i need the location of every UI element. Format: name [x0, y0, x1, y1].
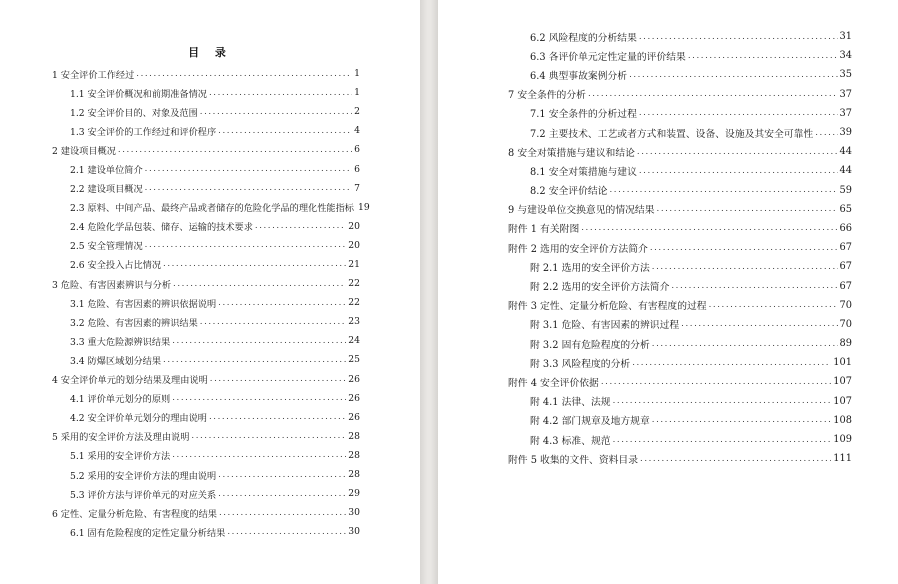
toc-entry-page: 44: [839, 146, 852, 158]
toc-entry-title: 附件 1 有关附图: [508, 224, 580, 236]
toc-entry-title: 附件 4 安全评价依据: [508, 377, 599, 389]
toc-title: 目 录: [188, 46, 232, 59]
toc-entry[interactable]: [438, 65, 898, 84]
toc-leader-dots: [218, 298, 346, 308]
toc-leader-dots: [219, 508, 346, 518]
toc-entry[interactable]: [0, 236, 420, 255]
toc-leader-dots: [209, 412, 346, 422]
toc-entry[interactable]: [438, 257, 898, 276]
toc-entry-title: 2.4 危险化学品包装、储存、运输的技术要求: [70, 222, 253, 234]
toc-entry[interactable]: [0, 522, 420, 541]
toc-entry-title: 9 与建设单位交换意见的情况结果: [508, 205, 655, 217]
toc-entry-title: 5.3 评价方法与评价单元的对应关系: [70, 489, 217, 501]
toc-entry-title: 5.1 采用的安全评价方法: [70, 451, 171, 463]
toc-list-right: [438, 27, 898, 468]
toc-leader-dots: [601, 377, 831, 387]
toc-entry-title: 4 安全评价单元的划分结果及理由说明: [52, 375, 208, 387]
toc-leader-dots: [191, 431, 346, 441]
toc-leader-dots: [200, 107, 352, 117]
toc-entry[interactable]: [438, 411, 898, 430]
toc-entry-title: 附 2.1 选用的安全评价方法: [530, 262, 650, 274]
toc-entry[interactable]: [438, 238, 898, 257]
toc-entry-title: 6 定性、定量分析危险、有害程度的结果: [52, 508, 217, 520]
toc-leader-dots: [652, 415, 832, 425]
toc-leader-dots: [613, 435, 832, 445]
toc-entry-title: 2.1 建设单位简介: [70, 165, 143, 177]
toc-entry-page: 31: [839, 31, 852, 43]
toc-entry-title: 4.1 评价单元划分的原则: [70, 394, 171, 406]
toc-list-left: [0, 64, 420, 541]
toc-entry-page: 37: [839, 107, 852, 119]
toc-entry[interactable]: [438, 315, 898, 334]
toc-entry-title: 7.2 主要技术、工艺或者方式和装置、设备、设施及其安全可靠性: [530, 128, 814, 140]
toc-entry-page: 22: [348, 297, 360, 309]
toc-entry-page: 2: [354, 106, 360, 118]
toc-entry-title: 3.1 危险、有害因素的辨识依据说明: [70, 298, 217, 310]
toc-entry[interactable]: [0, 159, 420, 178]
toc-entry-page: 25: [348, 354, 360, 366]
toc-entry[interactable]: [0, 484, 420, 503]
toc-entry-page: 66: [839, 222, 852, 234]
toc-leader-dots: [613, 396, 832, 406]
toc-leader-dots: [681, 319, 837, 329]
toc-entry[interactable]: [0, 217, 420, 236]
toc-entry[interactable]: [438, 27, 898, 46]
toc-entry[interactable]: [438, 449, 898, 468]
toc-entry-title: 附 3.1 危险、有害因素的辨识过程: [530, 320, 680, 332]
toc-entry-title: 3.4 防爆区域划分结果: [70, 355, 162, 367]
toc-entry-page: 111: [833, 453, 852, 465]
toc-leader-dots: [609, 185, 837, 195]
toc-entry[interactable]: [0, 465, 420, 484]
toc-entry[interactable]: [438, 219, 898, 238]
toc-entry-page: 107: [833, 395, 852, 407]
toc-entry-title: 6.3 各评价单元定性定量的评价结果: [530, 51, 686, 63]
toc-leader-dots: [640, 454, 831, 464]
toc-leader-dots: [172, 336, 346, 346]
toc-entry-page: 65: [839, 203, 852, 215]
toc-leader-dots: [639, 166, 838, 176]
toc-entry-page: 35: [839, 69, 852, 81]
toc-leader-dots: [145, 240, 347, 250]
toc-entry-title: 7.1 安全条件的分析过程: [530, 109, 637, 121]
toc-entry[interactable]: [0, 408, 420, 427]
toc-page-left: [0, 0, 420, 584]
toc-entry[interactable]: [0, 198, 420, 217]
toc-entry-page: 70: [839, 318, 852, 330]
toc-entry[interactable]: [438, 142, 898, 161]
toc-entry[interactable]: [438, 430, 898, 449]
toc-entry-title: 2.3 原料、中间产品、最终产品或者储存的危险化学品的理化性能指标: [70, 203, 354, 215]
toc-leader-dots: [652, 262, 838, 272]
toc-entry[interactable]: [438, 353, 898, 372]
toc-page-right: [438, 0, 898, 584]
toc-leader-dots: [588, 89, 838, 99]
toc-entry-title: 2.6 安全投入占比情况: [70, 260, 162, 272]
toc-leader-dots: [118, 145, 352, 155]
toc-entry[interactable]: [438, 200, 898, 219]
toc-entry-title: 附件 2 选用的安全评价方法简介: [508, 243, 648, 255]
toc-leader-dots: [227, 527, 346, 537]
toc-entry-title: 8.1 安全对策措施与建议: [530, 166, 637, 178]
toc-entry-title: 5.2 采用的安全评价方法的理由说明: [70, 470, 217, 482]
toc-entry-page: 67: [839, 280, 852, 292]
toc-entry-page: 30: [348, 526, 360, 538]
toc-entry-page: 34: [839, 50, 852, 62]
toc-entry-page: 39: [839, 127, 852, 139]
toc-leader-dots: [200, 317, 347, 327]
toc-entry-page: 59: [839, 184, 852, 196]
toc-leader-dots: [637, 147, 838, 157]
toc-entry-page: 21: [348, 258, 360, 270]
toc-entry[interactable]: [0, 312, 420, 331]
toc-entry-title: 6.1 固有危险程度的定性定量分析结果: [70, 527, 226, 539]
toc-entry-title: 1 安全评价工作经过: [52, 69, 135, 81]
toc-leader-dots: [639, 32, 838, 42]
toc-entry-page: 20: [348, 239, 360, 251]
toc-entry[interactable]: [0, 331, 420, 350]
toc-entry[interactable]: [0, 179, 420, 198]
toc-entry[interactable]: [0, 140, 420, 159]
toc-entry[interactable]: [0, 350, 420, 369]
toc-entry-page: 6: [354, 144, 360, 156]
toc-entry[interactable]: [438, 46, 898, 65]
toc-entry[interactable]: [438, 276, 898, 295]
toc-leader-dots: [173, 279, 346, 289]
toc-entry[interactable]: [0, 503, 420, 522]
toc-entry[interactable]: [438, 392, 898, 411]
toc-entry-title: 1.1 安全评价概况和前期准备情况: [70, 88, 207, 100]
toc-leader-dots: [255, 221, 346, 231]
toc-entry-title: 附 4.3 标准、规范: [530, 435, 611, 447]
toc-entry-title: 1.2 安全评价目的、对象及范围: [70, 107, 198, 119]
toc-entry-page: 30: [348, 507, 360, 519]
page-gutter: [420, 0, 438, 584]
toc-entry-title: 附件 3 定性、定量分析危险、有害程度的过程: [508, 301, 707, 313]
toc-entry-page: 1: [354, 87, 360, 99]
toc-entry-title: 附 2.2 选用的安全评价方法简介: [530, 282, 670, 294]
toc-entry-page: 28: [348, 449, 360, 461]
toc-entry-page: 109: [833, 434, 852, 446]
toc-entry[interactable]: [0, 83, 420, 102]
toc-entry-page: 23: [348, 316, 360, 328]
toc-entry-title: 附 4.2 部门规章及地方规章: [530, 416, 650, 428]
toc-entry-page: 26: [348, 411, 360, 423]
toc-entry-page: 28: [348, 469, 360, 481]
toc-entry[interactable]: [0, 121, 420, 140]
toc-leader-dots: [163, 355, 346, 365]
toc-entry[interactable]: [0, 102, 420, 121]
toc-entry[interactable]: [438, 104, 898, 123]
toc-entry-title: 2.5 安全管理情况: [70, 241, 143, 253]
toc-entry[interactable]: [0, 64, 420, 83]
toc-leader-dots: [709, 300, 838, 310]
toc-leader-dots: [652, 339, 838, 349]
toc-entry-page: 67: [839, 242, 852, 254]
toc-entry[interactable]: [438, 161, 898, 180]
toc-leader-dots: [688, 51, 838, 61]
toc-entry-page: 4: [354, 125, 360, 137]
toc-entry-title: 3 危险、有害因素辨识与分析: [52, 279, 172, 291]
toc-entry-title: 6.4 典型事故案例分析: [530, 70, 628, 82]
toc-leader-dots: [639, 108, 838, 118]
toc-entry-page: 28: [348, 430, 360, 442]
toc-leader-dots: [145, 183, 352, 193]
toc-entry[interactable]: [438, 296, 898, 315]
toc-entry-page: 44: [839, 165, 852, 177]
toc-entry[interactable]: [438, 334, 898, 353]
toc-entry-page: 20: [348, 220, 360, 232]
toc-entry-page: 1: [354, 68, 360, 80]
toc-entry-page: 37: [839, 88, 852, 100]
toc-entry-title: 8.2 安全评价结论: [530, 186, 608, 198]
toc-entry[interactable]: [0, 370, 420, 389]
toc-entry-page: 70: [839, 299, 852, 311]
toc-entry-title: 2 建设项目概况: [52, 145, 116, 157]
toc-leader-dots: [210, 374, 347, 384]
toc-entry[interactable]: [438, 123, 898, 142]
toc-leader-dots: [218, 489, 346, 499]
toc-entry-title: 6.2 风险程度的分析结果: [530, 32, 637, 44]
toc-entry-title: 3.2 危险、有害因素的辨识结果: [70, 317, 198, 329]
toc-entry-page: 7: [354, 182, 360, 194]
toc-leader-dots: [145, 164, 352, 174]
toc-entry[interactable]: [0, 274, 420, 293]
toc-leader-dots: [163, 259, 346, 269]
toc-leader-dots: [209, 88, 352, 98]
toc-entry-title: 2.2 建设项目概况: [70, 184, 143, 196]
toc-entry[interactable]: [438, 372, 898, 391]
toc-entry-title: 附 3.3 风险程度的分析: [530, 358, 631, 370]
toc-leader-dots: [136, 69, 352, 79]
toc-entry-page: 29: [348, 488, 360, 500]
toc-entry-title: 7 安全条件的分析: [508, 90, 586, 102]
toc-entry-title: 4.2 安全评价单元划分的理由说明: [70, 413, 207, 425]
toc-entry-title: 8 安全对策措施与建议和结论: [508, 147, 635, 159]
toc-entry[interactable]: [0, 293, 420, 312]
toc-entry-page: 89: [839, 338, 852, 350]
toc-entry-title: 1.3 安全评价的工作经过和评价程序: [70, 126, 217, 138]
toc-entry[interactable]: [438, 85, 898, 104]
toc-leader-dots: [650, 243, 838, 253]
toc-leader-dots: [581, 223, 837, 233]
toc-entry-page: 26: [348, 373, 360, 385]
toc-leader-dots: [172, 393, 346, 403]
toc-entry-title: 附 4.1 法律、法规: [530, 397, 611, 409]
toc-entry-title: 附件 5 收集的文件、资料目录: [508, 454, 639, 466]
toc-entry[interactable]: [0, 255, 420, 274]
toc-leader-dots: [218, 470, 346, 480]
toc-entry-page: 24: [348, 335, 360, 347]
toc-entry-page: 6: [354, 163, 360, 175]
toc-entry-title: 附 3.2 固有危险程度的分析: [530, 339, 650, 351]
toc-leader-dots: [172, 450, 346, 460]
toc-leader-dots: [629, 70, 837, 80]
toc-entry-page: 101: [833, 357, 852, 369]
toc-entry-page: 107: [833, 376, 852, 388]
toc-leader-dots: [218, 126, 352, 136]
toc-entry-title: 5 采用的安全评价方法及理由说明: [52, 432, 190, 444]
toc-entry-page: 67: [839, 261, 852, 273]
toc-entry-page: 108: [833, 414, 852, 426]
toc-entry-title: 3.3 重大危险源辨识结果: [70, 336, 171, 348]
toc-entry-page: 19: [357, 201, 370, 213]
toc-entry[interactable]: [0, 389, 420, 408]
toc-entry-page: 26: [348, 392, 360, 404]
toc-leader-dots: [657, 204, 838, 214]
toc-entry[interactable]: [0, 446, 420, 465]
toc-leader-dots: [632, 358, 831, 368]
toc-leader-dots: [671, 281, 837, 291]
toc-entry-page: 22: [348, 278, 360, 290]
toc-leader-dots: [815, 128, 837, 138]
toc-entry[interactable]: [0, 427, 420, 446]
toc-entry[interactable]: [438, 181, 898, 200]
